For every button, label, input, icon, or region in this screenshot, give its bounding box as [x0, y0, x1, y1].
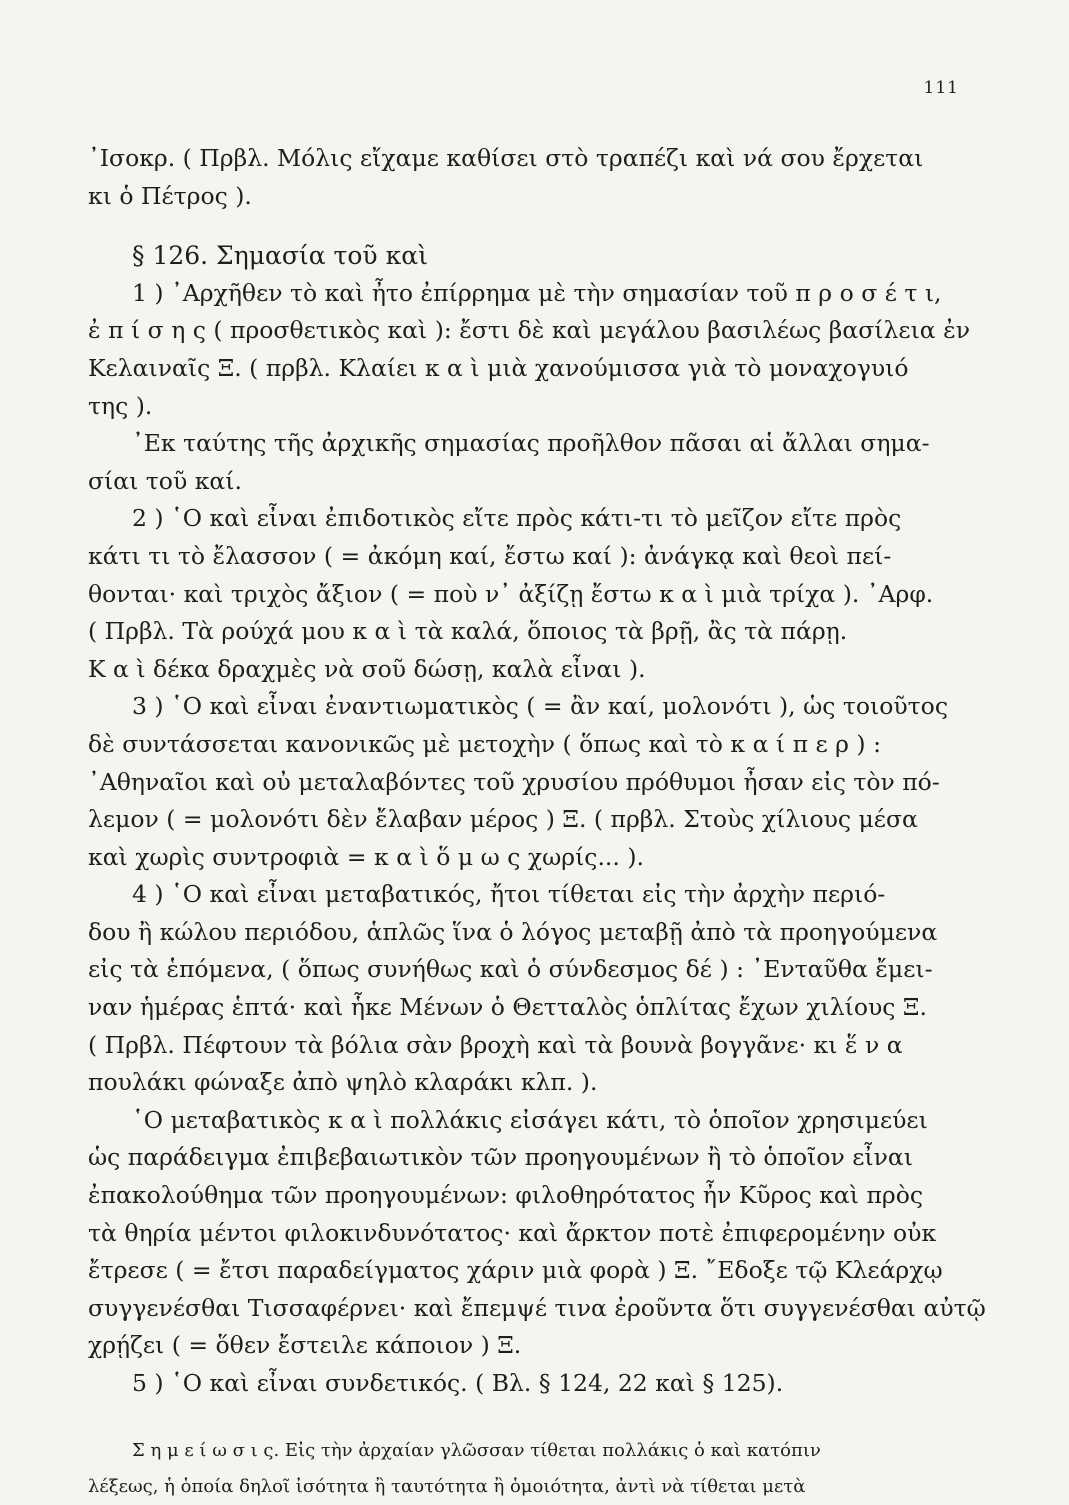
page-number: 111: [923, 78, 959, 98]
text-line: καὶ χωρὶς συντροφιὰ = κ α ὶ ὅ μ ω ς χωρίς... ).: [88, 842, 644, 871]
text-line: ἐ π ί σ η ς ( προσθετικὸς καὶ ): ἔστι δὲ καὶ μεγάλου βασιλέως βασίλεια ἐν: [88, 316, 971, 345]
text-line: 3 ) ῾Ο καὶ εἶναι ἐναντιωματικὸς ( = ἂν καί, μολονότι ), ὡς τοιοῦτος: [132, 692, 948, 721]
text-line: σίαι τοῦ καί.: [88, 466, 242, 495]
text-line: λεμον ( = μολονότι δὲν ἔλαβαν μέρος ) Ξ. ( πρβλ. Στοὺς χίλιους μέσα: [88, 805, 918, 834]
text-line: συγγενέσθαι Τισσαφέρνει· καὶ ἔπεμψέ τινα ἐροῦντα ὅτι συγγενέσθαι αὐτῷ: [88, 1293, 986, 1322]
text-line: χρῄζει ( = ὅθεν ἔστειλε κάποιον ) Ξ.: [88, 1331, 522, 1360]
text-line: πουλάκι φώναξε ἀπὸ ψηλὸ κλαράκι κλπ. ).: [88, 1068, 598, 1097]
note-line: λέξεως, ἡ ὁποία δηλοῖ ἰσότητα ἢ ταυτότητα ἢ ὁμοιότητα, ἀντὶ νὰ τίθεται μετὰ: [88, 1475, 806, 1497]
text-line: Κελαιναῖς Ξ. ( πρβλ. Κλαίει κ α ὶ μιὰ χανούμισσα γιὰ τὸ μοναχογυιό: [88, 353, 909, 382]
section-heading: § 126. Σημασία τοῦ καὶ: [132, 241, 428, 271]
text-line: ἔτρεσε ( = ἔτσι παραδείγματος χάριν μιὰ φορὰ ) Ξ. ῎Εδοξε τῷ Κλεάρχῳ: [88, 1256, 943, 1285]
page-body: [88, 140, 986, 1505]
text-line: ᾿Αθηναῖοι καὶ οὐ μεταλαβόντες τοῦ χρυσίου πρόθυμοι ἦσαν εἰς τὸν πό-: [88, 767, 940, 796]
text-line: ᾿Ισοκρ. ( Πρβλ. Μόλις εἴχαμε καθίσει στὸ τραπέζι καὶ νά σου ἔρχεται: [88, 144, 924, 172]
text-line: ναν ἡμέρας ἑπτά· καὶ ἧκε Μένων ὁ Θετταλὸς ὁπλίτας ἔχων χιλίους Ξ.: [88, 993, 927, 1022]
text-line: δου ἢ κώλου περιόδου, ἁπλῶς ἵνα ὁ λόγος μεταβῇ ἀπὸ τὰ προηγούμενα: [88, 917, 938, 946]
text-line: δὲ συντάσσεται κανονικῶς μὲ μετοχὴν ( ὅπως καὶ τὸ κ α ί π ε ρ ) :: [88, 729, 881, 758]
text-line: 5 ) ῾Ο καὶ εἶναι συνδετικός. ( Βλ. § 124, 22 καὶ § 125).: [132, 1369, 784, 1397]
text-line: Κ α ὶ δέκα δραχμὲς νὰ σοῦ δώσῃ, καλὰ εἶναι ).: [88, 654, 646, 683]
text-line: ῾Ο μεταβατικὸς κ α ὶ πολλάκις εἰσάγει κάτι, τὸ ὁποῖον χρησιμεύει: [132, 1105, 928, 1134]
text-line: κι ὁ Πέτρος ).: [88, 181, 252, 210]
text-line: 1 ) ᾿Αρχῆθεν τὸ καὶ ἦτο ἐπίρρημα μὲ τὴν σημασίαν τοῦ π ρ ο σ έ τ ι,: [132, 278, 942, 307]
text-line: ( Πρβλ. Τὰ ρούχά μου κ α ὶ τὰ καλά, ὅποιος τὰ βρῇ, ἂς τὰ πάρῃ.: [88, 617, 848, 646]
text-line: εἰς τὰ ἑπόμενα, ( ὅπως συνήθως καὶ ὁ σύνδεσμος δέ ) : ᾿Ενταῦθα ἔμει-: [88, 955, 933, 984]
text-line: ᾿Εκ ταύτης τῆς ἀρχικῆς σημασίας προῆλθον πᾶσαι αἱ ἄλλαι σημα-: [132, 429, 930, 458]
text-line: θονται· καὶ τριχὸς ἄξιον ( = ποὺ ν᾿ ἀξίζῃ ἔστω κ α ὶ μιὰ τρίχα ). ᾿Αρφ.: [88, 579, 934, 608]
text-line: της ).: [88, 391, 153, 420]
text-line: ἐπακολούθημα τῶν προηγουμένων: φιλοθηρότατος ἦν Κῦρος καὶ πρὸς: [88, 1181, 924, 1210]
text-line: 2 ) ῾Ο καὶ εἶναι ἐπιδοτικὸς εἴτε πρὸς κάτι-τι τὸ μεῖζον εἴτε πρὸς: [132, 504, 902, 533]
text-line: κάτι τι τὸ ἔλασσον ( = ἀκόμη καί, ἔστω καί ): ἀνάγκᾳ καὶ θεοὶ πεί-: [88, 541, 892, 570]
text-line: ὡς παράδειγμα ἐπιβεβαιωτικὸν τῶν προηγουμένων ἢ τὸ ὁποῖον εἶναι: [88, 1143, 913, 1172]
note-line: Σ η μ ε ί ω σ ι ς. Εἰς τὴν ἀρχαίαν γλῶσσαν τίθεται πολλάκις ὁ καὶ κατόπιν: [132, 1439, 821, 1461]
text-line: 4 ) ῾Ο καὶ εἶναι μεταβατικός, ἤτοι τίθεται εἰς τὴν ἀρχὴν περιό-: [132, 880, 886, 909]
text-line: ( Πρβλ. Πέφτουν τὰ βόλια σὰν βροχὴ καὶ τὰ βουνὰ βογγᾶνε· κι ἕ ν α: [88, 1030, 903, 1059]
text-line: τὰ θηρία μέντοι φιλοκινδυνότατος· καὶ ἄρκτον ποτὲ ἐπιφερομένην οὐκ: [88, 1218, 937, 1247]
